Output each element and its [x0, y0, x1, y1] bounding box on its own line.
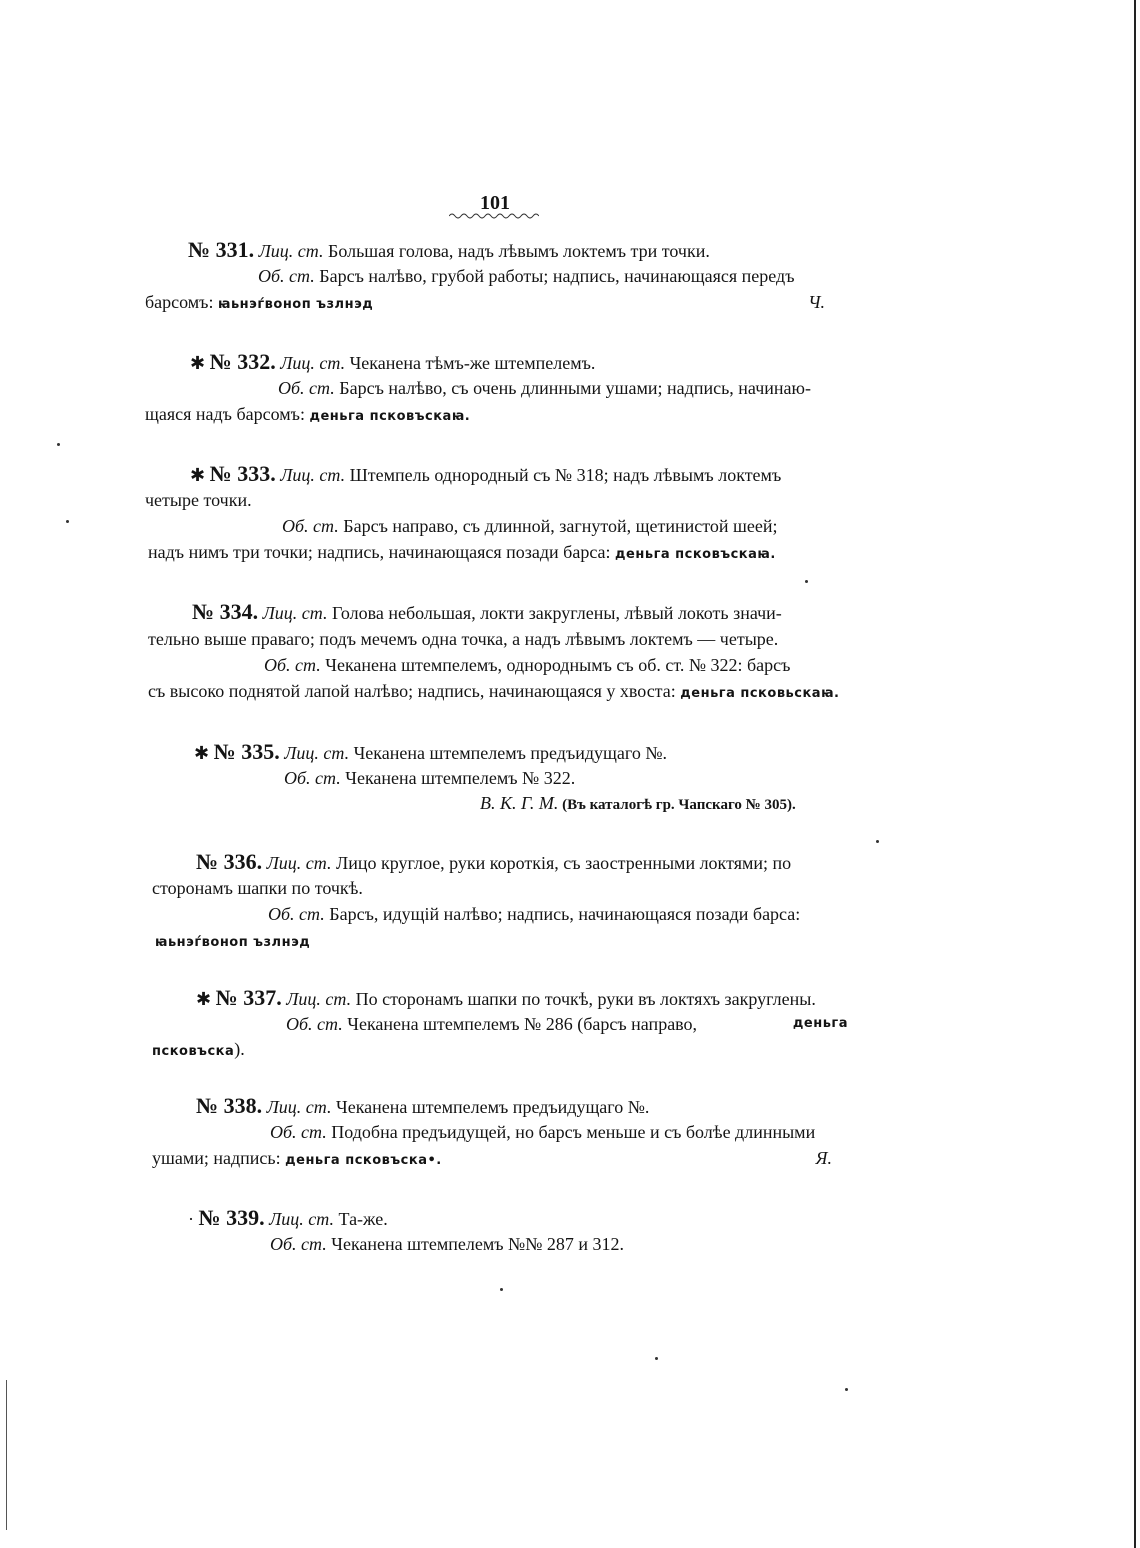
scan-speck	[655, 1357, 658, 1360]
entry-number: № 336.	[196, 849, 263, 874]
ornament-rule	[449, 212, 539, 220]
obverse-label: Лиц. ст.	[280, 465, 346, 485]
entry-334-reverse-cont	[148, 679, 839, 706]
entry-336-obverse-cont	[152, 876, 363, 900]
scan-speck	[845, 1388, 848, 1391]
page-number: 101	[480, 192, 510, 214]
reverse-continuation: съ высоко поднятой лапой налѣво; надпись, начинающаяся у хвоста:	[148, 681, 681, 701]
entry-333-reverse-cont	[148, 540, 776, 567]
entry-334-reverse	[264, 653, 790, 677]
reverse-text: Барсъ налѣво, съ очень длинными ушами; надпись, начинаю-	[334, 378, 811, 398]
scan-speck	[805, 580, 808, 583]
entry-332-reverse-cont	[145, 402, 470, 429]
obverse-text: Штемпель однородный съ № 318; надъ лѣвымъ локтемъ	[345, 465, 782, 485]
reverse-label: Об. ст.	[268, 904, 325, 924]
reverse-continuation: барсомъ:	[145, 292, 218, 312]
entry-338-obverse	[196, 1094, 649, 1119]
entry-331-reverse-cont	[145, 290, 825, 317]
page-edge-rule	[1134, 0, 1136, 1548]
slavonic-legend-inline: деньга	[792, 1016, 848, 1031]
obverse-label: Лиц. ст.	[269, 1209, 335, 1229]
reverse-text: Чеканена штемпелемъ № 322.	[340, 768, 576, 788]
slavonic-legend: ꙗьнэѓвоноп ъзлнэд	[155, 935, 311, 950]
star-mark: ✱	[194, 743, 210, 763]
obverse-text: Чеканена штемпелемъ предъидущаго №.	[331, 1097, 650, 1117]
entry-number: № 337.	[215, 985, 282, 1010]
entry-number: № 339.	[198, 1205, 265, 1230]
slavonic-legend: ꙗьнэѓвоноп ъзлнэд	[218, 297, 374, 312]
slavonic-legend: псковъска	[152, 1044, 235, 1059]
obverse-label: Лиц. ст.	[286, 989, 352, 1009]
entry-339-reverse	[270, 1232, 624, 1256]
scan-speck	[876, 840, 879, 843]
entry-number: № 334.	[192, 599, 259, 624]
obverse-text: Голова небольшая, локти закруглены, лѣвый локоть значи-	[327, 603, 782, 623]
reverse-label: Об. ст.	[270, 1122, 327, 1142]
scan-speck	[66, 520, 69, 523]
entry-335-obverse	[194, 740, 667, 765]
entry-332-reverse	[278, 376, 811, 400]
reverse-text: Барсъ направо, съ длинной, загнутой, щетинистой шеей;	[338, 516, 778, 536]
entry-number: № 335.	[213, 739, 280, 764]
obverse-text: Лицо круглое, руки короткія, съ заостренными локтями; по	[331, 853, 792, 873]
slavonic-legend: деньга псковъскаꙗ.	[615, 547, 776, 562]
entry-336-obverse	[196, 850, 791, 875]
reverse-continuation: надъ нимъ три точки; надпись, начинающаяся позади барса:	[148, 542, 616, 562]
obverse-label: Лиц. ст.	[280, 353, 346, 373]
entry-333-reverse	[282, 514, 777, 538]
scan-speck	[57, 443, 60, 446]
scan-speck	[500, 1288, 503, 1291]
obverse-text: По сторонамъ шапки по точкѣ, руки въ локтяхъ закруглены.	[351, 989, 816, 1009]
collection-mark: Ч.	[808, 292, 825, 312]
obverse-label: Лиц. ст.	[258, 241, 324, 261]
reverse-label: Об. ст.	[278, 378, 335, 398]
entry-number: № 333.	[209, 461, 276, 486]
entry-339-obverse	[188, 1206, 388, 1231]
entry-333-obverse-cont	[145, 488, 252, 512]
obverse-text: Та-же.	[334, 1209, 388, 1229]
slavonic-legend: деньга псковъска•.	[285, 1153, 442, 1168]
entry-336-reverse	[268, 902, 800, 926]
star-mark: ✱	[196, 989, 212, 1009]
reverse-text: Барсъ, идущій налѣво; надпись, начинающаяся позади барса:	[324, 904, 801, 924]
obverse-text: Чеканена тѣмъ-же штемпелемъ.	[345, 353, 596, 373]
obverse-text: Большая голова, надъ лѣвымъ локтемъ три точки.	[323, 241, 710, 261]
entry-337-obverse	[196, 986, 816, 1011]
entry-334-obverse	[192, 600, 782, 625]
entry-334-obverse-cont	[148, 627, 778, 651]
obverse-continuation: четыре точки.	[145, 490, 252, 510]
reverse-label: Об. ст.	[270, 1234, 327, 1254]
entry-331-obverse	[188, 238, 710, 263]
entry-number: № 331.	[188, 237, 255, 262]
reverse-text: Подобна предъидущей, но барсъ меньше и съ болѣе длинными	[326, 1122, 816, 1142]
entry-number: № 332.	[209, 349, 276, 374]
reverse-text: Чеканена штемпелемъ, однороднымъ съ об. ст. № 322: барсъ	[320, 655, 791, 675]
obverse-label: Лиц. ст.	[266, 1097, 332, 1117]
obverse-continuation: тельно выше праваго; подъ мечемъ одна точка, а надъ лѣвымъ локтемъ — четыре.	[148, 629, 779, 649]
entry-332-obverse	[190, 350, 595, 375]
reverse-continuation: ушами; надпись:	[152, 1148, 286, 1168]
star-mark: ✱	[190, 465, 206, 485]
star-mark: ·	[188, 1209, 194, 1229]
entry-338-reverse	[270, 1120, 815, 1144]
obverse-continuation: сторонамъ шапки по точкѣ.	[152, 878, 363, 898]
obverse-text: Чеканена штемпелемъ предъидущаго №.	[349, 743, 668, 763]
entry-333-obverse	[190, 462, 781, 487]
entry-335-source	[480, 791, 796, 817]
entry-337-reverse	[286, 1012, 848, 1036]
reverse-continuation: щаяся надъ барсомъ:	[145, 404, 310, 424]
entry-335-reverse	[284, 766, 575, 790]
reverse-text: Чеканена штемпелемъ № 286 (барсъ направо,	[342, 1014, 698, 1034]
reverse-label: Об. ст.	[258, 266, 315, 286]
reverse-label: Об. ст.	[282, 516, 339, 536]
slavonic-legend: деньга псковьскаꙗ.	[680, 686, 840, 701]
reverse-label: Об. ст.	[264, 655, 321, 675]
reverse-label: Об. ст.	[286, 1014, 343, 1034]
source-label: В. К. Г. М.	[480, 793, 559, 813]
entry-336-legend	[155, 928, 310, 955]
entry-number: № 338.	[196, 1093, 263, 1118]
obverse-label: Лиц. ст.	[262, 603, 328, 623]
scan-margin-mark	[6, 1380, 7, 1530]
source-text: (Въ каталогѣ гр. Чапскаго № 305).	[558, 797, 796, 813]
closing-paren: ).	[234, 1039, 245, 1059]
collection-mark: Я.	[815, 1148, 832, 1168]
slavonic-legend: деньга псковъскаꙗ.	[309, 409, 471, 424]
entry-331-reverse	[258, 264, 795, 288]
reverse-text: Барсъ налѣво, грубой работы; надпись, начинающаяся передъ	[314, 266, 795, 286]
reverse-label: Об. ст.	[284, 768, 341, 788]
star-mark: ✱	[190, 353, 206, 373]
entry-337-reverse-cont	[152, 1037, 245, 1064]
entry-338-reverse-cont	[152, 1146, 832, 1173]
obverse-label: Лиц. ст.	[284, 743, 350, 763]
reverse-text: Чеканена штемпелемъ №№ 287 и 312.	[326, 1234, 625, 1254]
obverse-label: Лиц. ст.	[266, 853, 332, 873]
